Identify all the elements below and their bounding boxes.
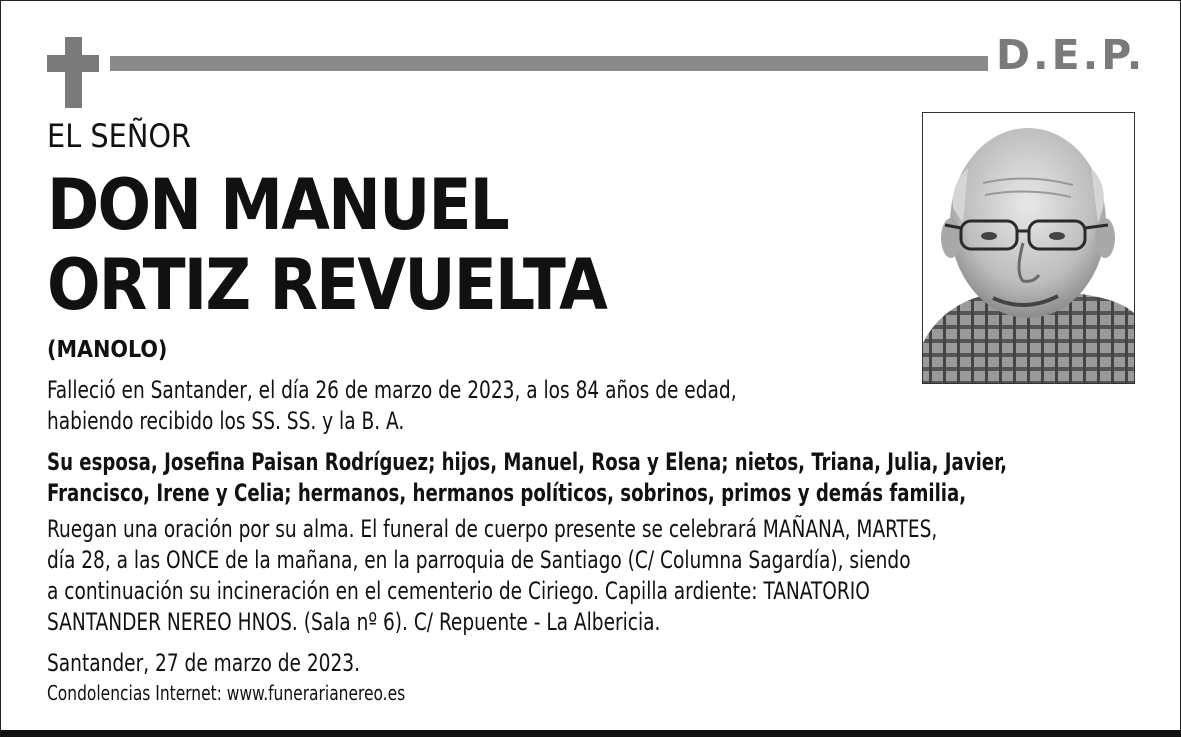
portrait-photo [922, 112, 1135, 384]
header-rule [110, 56, 988, 71]
family-line2: Francisco, Irene y Celia; hermanos, hermanos políticos, sobrinos, primos y demás familia, [47, 479, 967, 507]
nickname: (MANOLO) [47, 337, 168, 363]
funeral-line4: SANTANDER NEREO HNOS. (Sala nº 6). C/ Repuente - La Albericia. [47, 608, 661, 636]
death-notice-line1: Falleció en Santander, el día 26 de marzo de 2023, a los 84 años de edad, [47, 376, 737, 404]
title-label: EL SEÑOR [47, 117, 192, 155]
deceased-name-line1: DON MANUEL [47, 164, 509, 246]
funeral-line3: a continuación su incineración en el cementerio de Ciriego. Capilla ardiente: TANATORIO [47, 577, 870, 605]
dep-label: D.E.P. [996, 31, 1146, 79]
deceased-name-line2: ORTIZ REVUELTA [47, 244, 607, 326]
funeral-line2: día 28, a las ONCE de la mañana, en la parroquia de Santiago (C/ Columna Sagardía), siendo [47, 546, 911, 574]
funeral-line1: Ruegan una oración por su alma. El funeral de cuerpo presente se celebrará MAÑANA, MARTES, [47, 515, 938, 543]
portrait-icon [923, 113, 1134, 383]
cross-icon-bar [47, 55, 99, 72]
condolences-link[interactable]: Condolencias Internet: www.funerarianereo.es [47, 681, 406, 705]
family-line1: Su esposa, Josefina Paisan Rodríguez; hijos, Manuel, Rosa y Elena; nietos, Triana, Julia, Javier, [47, 448, 1007, 476]
death-notice-line2: habiendo recibido los SS. SS. y la B. A. [47, 407, 405, 435]
cross-icon [65, 37, 82, 108]
place-date: Santander, 27 de marzo de 2023. [47, 649, 360, 677]
